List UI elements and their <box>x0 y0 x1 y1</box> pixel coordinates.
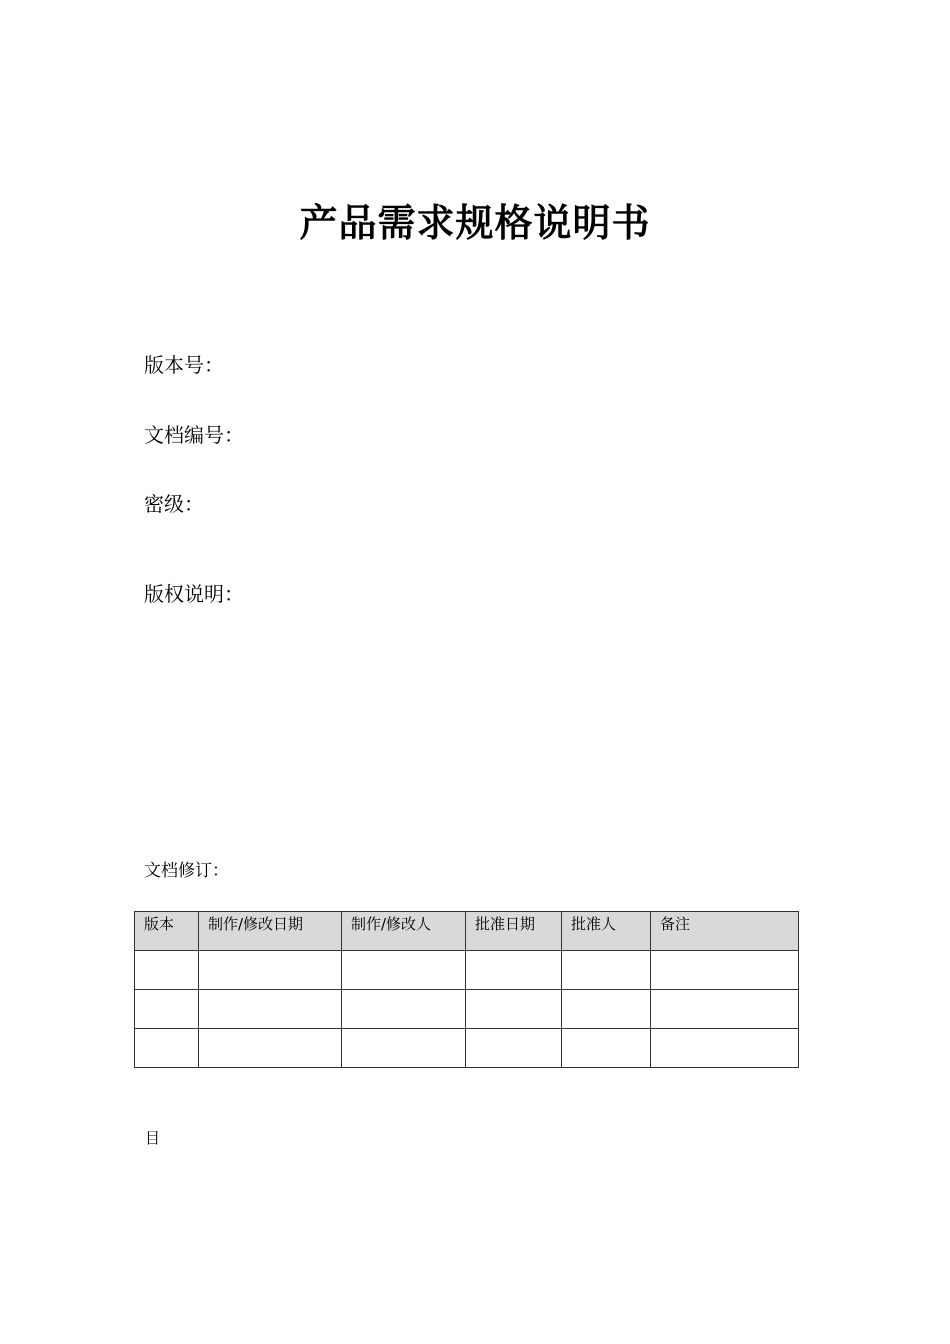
table-row <box>135 990 799 1029</box>
revision-history-label: 文档修订： <box>144 861 229 881</box>
table-cell <box>562 990 651 1029</box>
table-row <box>135 951 799 990</box>
table-cell <box>562 1029 651 1068</box>
table-of-contents-heading: 目 <box>145 1129 161 1147</box>
table-cell <box>199 951 342 990</box>
document-title: 产品需求规格说明书 <box>299 200 651 245</box>
header-version: 版本 <box>135 912 199 951</box>
table-cell <box>199 990 342 1029</box>
table-cell <box>135 990 199 1029</box>
table-cell <box>466 951 562 990</box>
table-cell <box>135 1029 199 1068</box>
copyright-label: 版权说明： <box>144 582 244 606</box>
revision-table <box>134 911 799 1068</box>
table-cell <box>651 990 799 1029</box>
document-number-label: 文档编号： <box>144 423 244 447</box>
header-remarks: 备注 <box>651 912 799 951</box>
header-edit-date: 制作/修改日期 <box>199 912 342 951</box>
table-cell <box>651 1029 799 1068</box>
table-header-row <box>135 912 799 951</box>
security-level-label: 密级： <box>144 492 204 516</box>
table-cell <box>466 990 562 1029</box>
header-approver: 批准人 <box>562 912 651 951</box>
table-cell <box>466 1029 562 1068</box>
table-cell <box>342 1029 466 1068</box>
table-cell <box>562 951 651 990</box>
header-editor: 制作/修改人 <box>342 912 466 951</box>
table-cell <box>342 990 466 1029</box>
table-cell <box>651 951 799 990</box>
version-number-label: 版本号： <box>144 353 224 377</box>
table-cell <box>135 951 199 990</box>
table-cell <box>199 1029 342 1068</box>
table-cell <box>342 951 466 990</box>
table-row <box>135 1029 799 1068</box>
header-approval-date: 批准日期 <box>466 912 562 951</box>
